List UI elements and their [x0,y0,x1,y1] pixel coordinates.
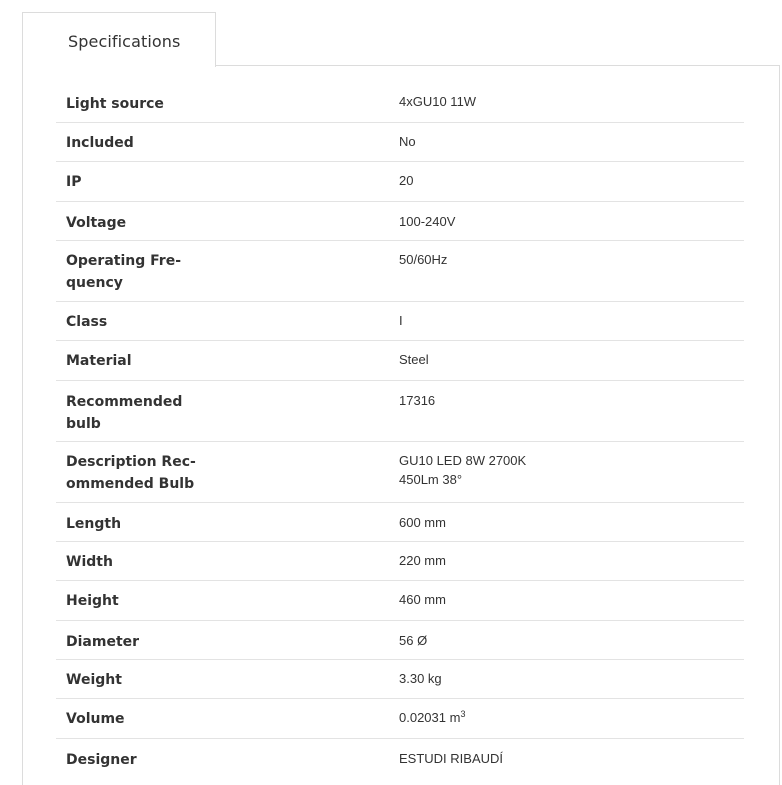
spec-value: 17316 [399,393,436,408]
spec-value: No [399,134,416,149]
spec-row-included [56,123,744,162]
spec-value: 600 mm [399,515,446,530]
spec-row-designer [56,739,744,778]
tab-specifications[interactable] [22,12,216,67]
spec-value: ESTUDI RIBAUDÍ [399,751,504,766]
spec-label: Recommended bulb [66,394,183,432]
specifications-table [56,84,744,778]
spec-row-class [56,302,744,341]
spec-row-volume [56,699,744,739]
spec-row-material [56,341,744,381]
spec-row-length [56,503,744,542]
spec-value: 4xGU10 11W [399,94,477,109]
spec-row-operating-frequency [56,241,744,302]
spec-value: 20 [399,173,414,188]
spec-value: Steel [399,352,429,367]
spec-label: Width [66,554,113,570]
spec-value: 460 mm [399,592,446,607]
spec-value: 56 Ø [399,633,428,648]
spec-value [399,708,744,727]
spec-row-weight [56,660,744,699]
spec-label: Length [66,516,122,532]
volume-value: 0.02031 m [399,710,461,725]
spec-value: I [399,313,403,328]
spec-value: 50/60Hz [399,252,448,267]
spec-value: 100-240V [399,214,456,229]
spec-row-light-source [56,84,744,123]
spec-label: Volume [66,711,125,727]
spec-value: 220 mm [399,553,446,568]
spec-label: Description Rec-ommended Bulb [66,454,196,492]
spec-label: Material [66,353,132,369]
spec-value: 3.30 kg [399,671,442,686]
spec-label: Designer [66,752,137,768]
spec-value: GU10 LED 8W 2700K 450Lm 38° [399,453,527,487]
spec-label: Light source [66,96,164,112]
spec-row-height [56,581,744,621]
spec-row-recommended-bulb [56,381,744,442]
spec-label: Height [66,593,119,609]
spec-row-diameter [56,621,744,660]
spec-label: Weight [66,672,122,688]
spec-row-description-recommended-bulb [56,442,744,503]
spec-row-ip [56,162,744,202]
spec-row-width [56,542,744,581]
spec-label: Class [66,314,108,330]
spec-label: Voltage [66,215,127,231]
spec-label: IP [66,174,82,190]
tab-specifications-label: Specifications [68,32,181,51]
volume-unit-exponent: 3 [460,709,466,719]
spec-row-voltage [56,202,744,241]
spec-label: Diameter [66,634,140,650]
spec-label: Operating Fre-quency [66,253,182,291]
spec-label: Included [66,135,134,151]
